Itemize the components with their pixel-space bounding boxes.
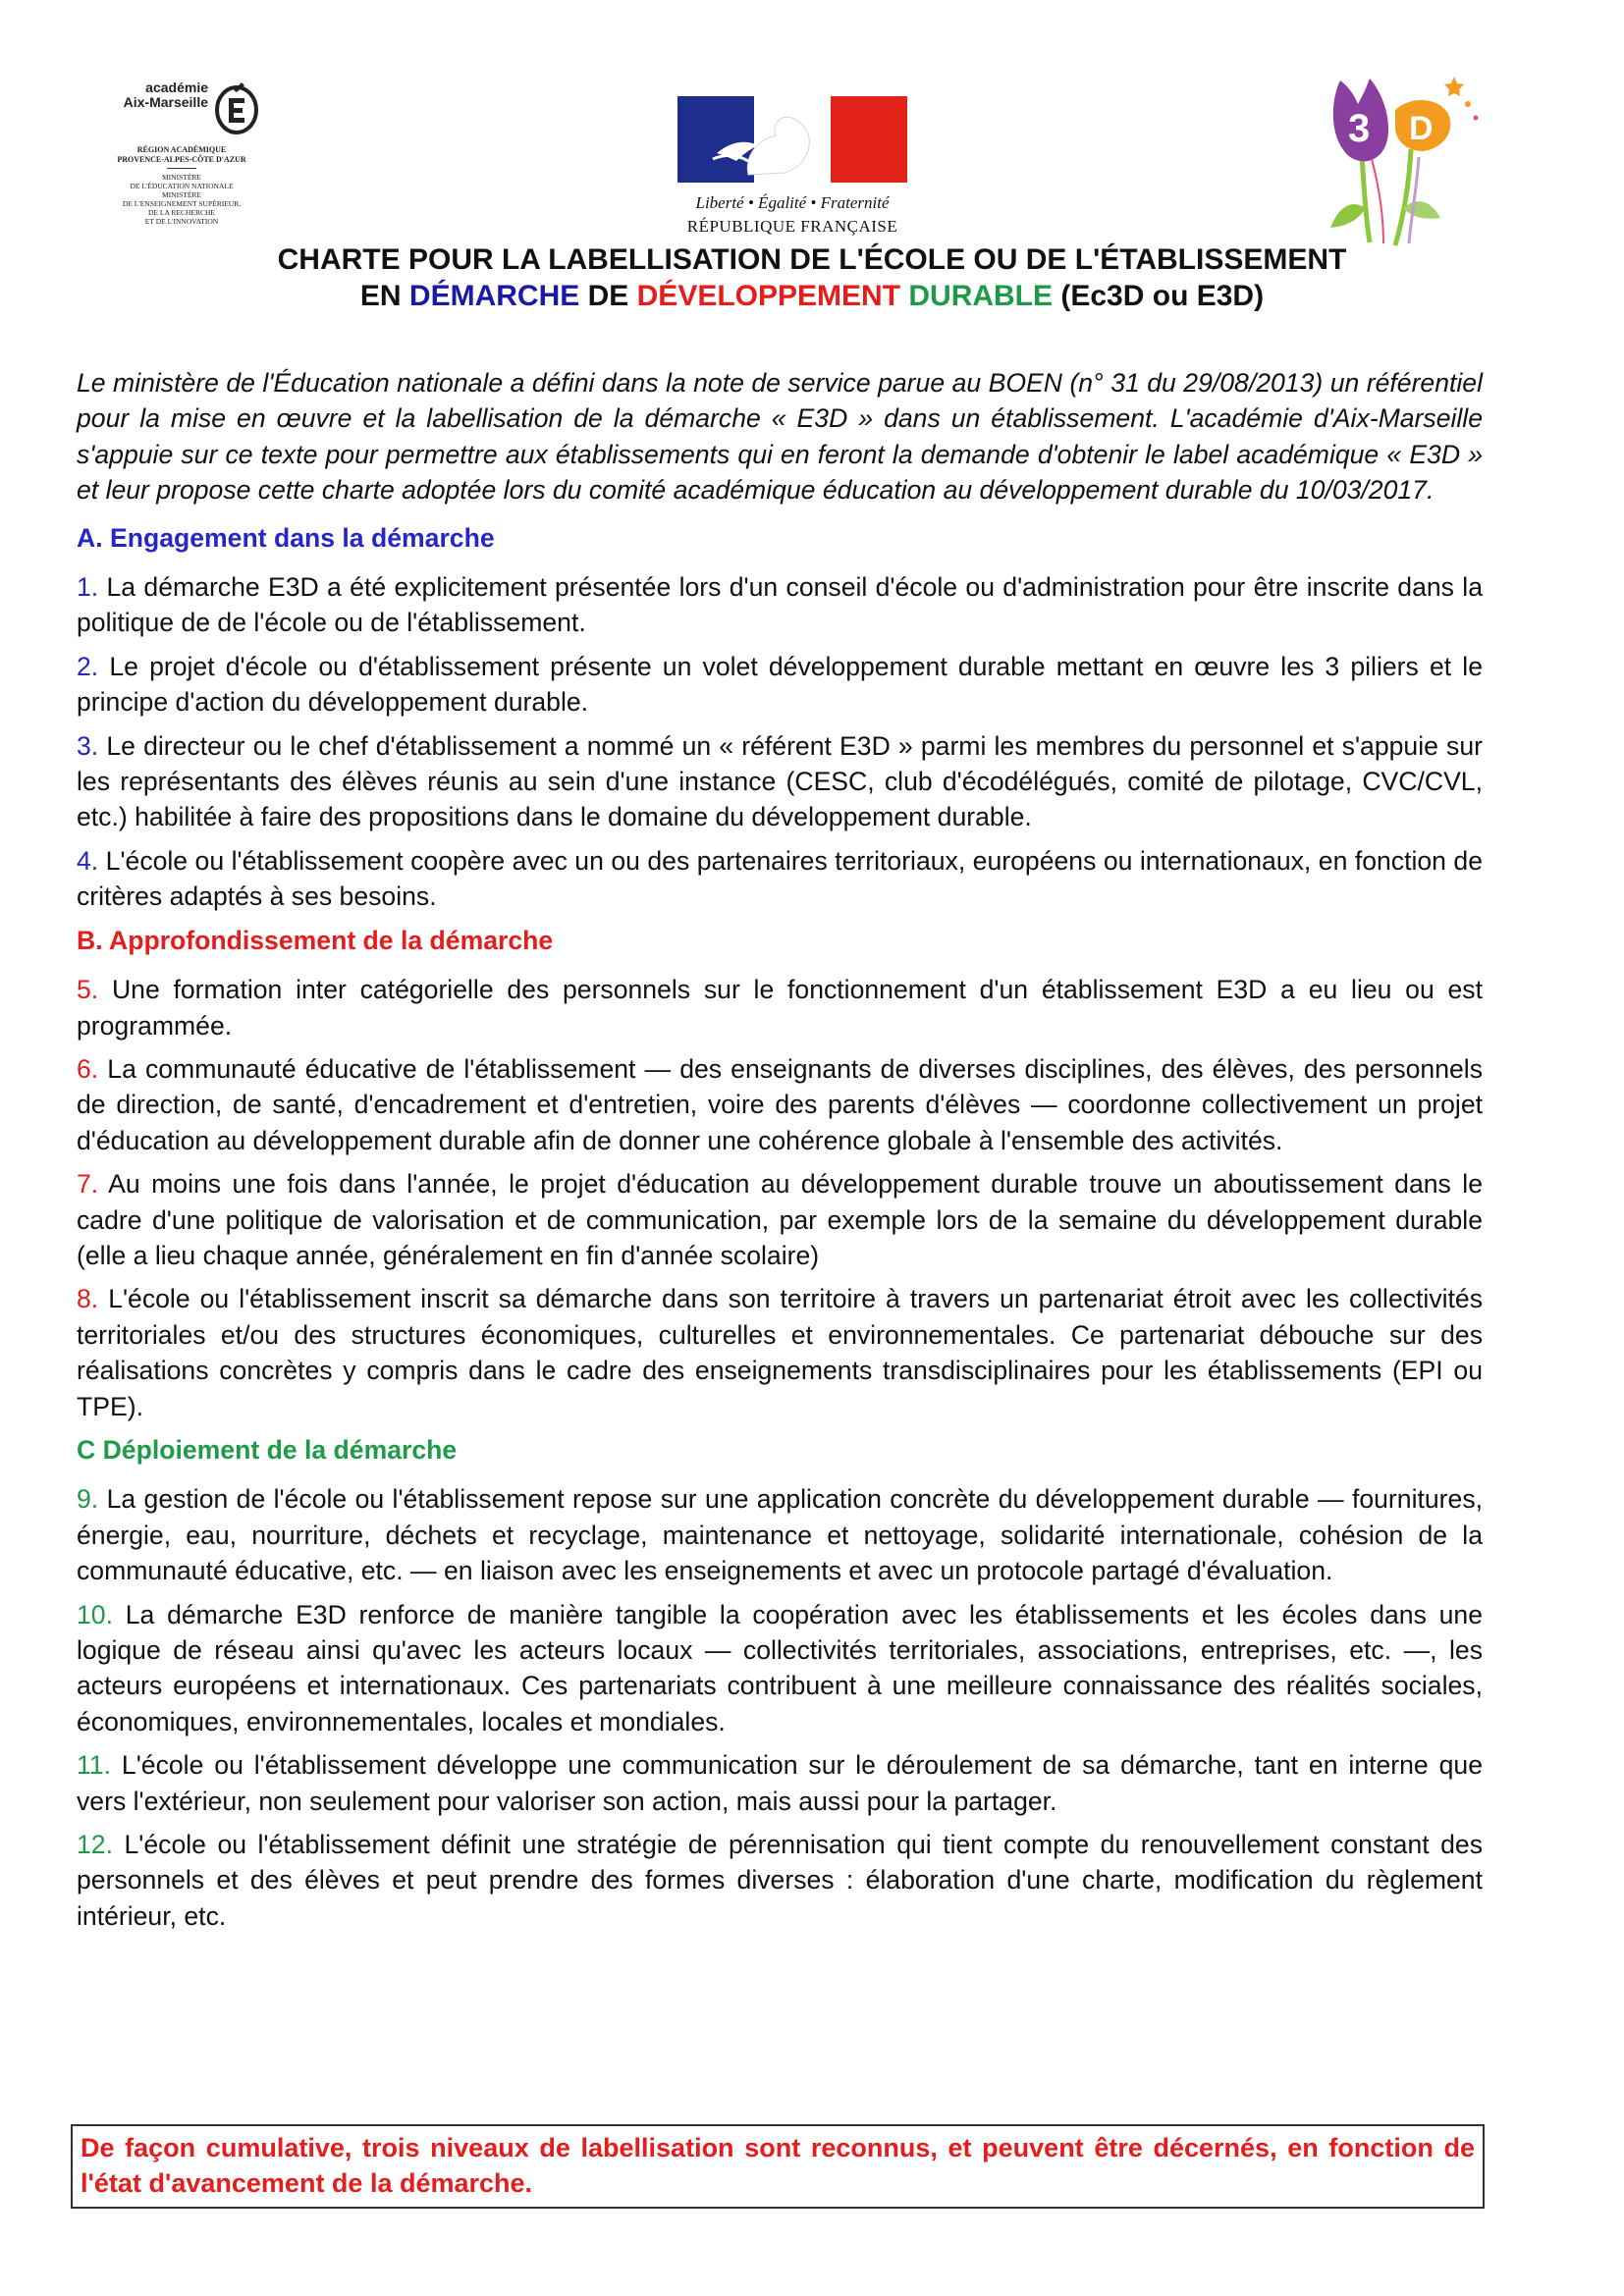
item-text: L'école ou l'établissement coopère avec un ou des partenaires territoriaux, européens ou internationaux, en fonction de critères adaptés à ses besoins. [77,845,1483,912]
republique-francaise-logo [677,96,907,237]
ministry-line-3: MINISTÈRE [162,190,201,199]
republic-name: RÉPUBLIQUE FRANÇAISE [686,217,898,236]
section-b-heading: B. Approfondissement de la démarche [77,925,554,955]
list-item [77,1481,1483,1588]
document-title [118,241,1506,314]
item-number: 2. [77,651,99,681]
list-item [77,728,1483,835]
logo-divider [167,168,196,169]
item-text: Une formation inter catégorielle des personnels sur le fonctionnement d'un établissement E3D a eu lieu ou est programmée. [77,975,1483,1041]
academie-logo [98,77,265,234]
title-line-2 [118,278,1506,314]
region-academique [98,145,265,165]
item-number: 6. [77,1053,99,1084]
ministry-line-5: DE LA RECHERCHE [148,208,215,217]
list-item [77,843,1483,915]
title-developpement: DÉVELOPPEMENT [636,280,901,312]
list-item [77,649,1483,721]
intro-paragraph: Le ministère de l'Éducation nationale a défini dans la note de service parue au BOEN (n° 31 du 29/08/2013) un référentiel pour la mise en œuvre et la labellisation de la démarche « E3D » dans un établissement. L'académie d'Aix-Marseille s'appuie sur ce texte pour permettre aux établissements qui en feront la demande d'obtenir le label académique « E3D » et leur propose cette charte adoptée lors du comité académique éducation au développement durable du 10/03/2017. [77,368,1483,506]
title-en: EN [359,280,402,312]
list-item [77,1827,1483,1934]
ministry-line-6: ET DE L'INNOVATION [144,217,219,226]
item-text: La gestion de l'école ou l'établissement repose sur une application concrète du développement durable — fournitures, énergie, eau, nourriture, déchets et recyclage, maintenance et nettoyage, solidarité internationale, cohésion de la communauté éducative, etc. — en liaison avec les enseignements et avec un protocole partagé d'évaluation. [77,1484,1484,1586]
region-line-2: PROVENCE-ALPES-CÔTE D'AZUR [117,155,246,164]
academie-e-icon [214,79,259,135]
academie-label: académie [145,80,208,95]
ministry-line-2: DE L'ÉDUCATION NATIONALE [130,182,234,190]
academie-city: Aix-Marseille [123,94,208,110]
svg-text:D: D [1409,110,1434,147]
document-body [77,365,1483,1942]
conclusion-text: De façon cumulative, trois niveaux de labellisation sont reconnus, et peuvent être décernés, en fonction de l'état d'avancement de la démarche. [81,2133,1475,2198]
item-number: 3. [77,730,99,761]
list-item [77,1051,1483,1158]
ministry-line-1: MINISTÈRE [162,173,201,182]
item-text: L'école ou l'établissement définit une stratégie de pérennisation qui tient compte du renouvellement constant des personnels et des élèves et peut prendre des formes diverses : élaboration d'une charte, modification du règlement intérieur, etc. [77,1830,1483,1931]
list-item [77,569,1483,641]
title-durable: DURABLE [908,280,1054,312]
item-number: 12. [77,1830,113,1860]
list-item [77,1747,1483,1819]
item-number: 8. [77,1284,99,1314]
item-number: 5. [77,975,99,1005]
title-suffix: (Ec3D ou E3D) [1060,280,1265,312]
item-text: La démarche E3D renforce de manière tangible la coopération avec les établissements et les écoles dans une logique de réseau ainsi qu'avec les acteurs locaux — collectivités territoriales, associations, entreprises, etc. —, les acteurs européens et internationaux. Ces partenariats contribuent à une meilleure connaissance des réalités sociales, économiques, environnementales, locales et mondiales. [77,1599,1483,1736]
item-text: Au moins une fois dans l'année, le projet d'éducation au développement durable trouve un aboutissement dans le cadre d'une politique de valorisation et de communication, par exemple lors de la semaine du développement durable (elle a lieu chaque année, généralement en fin d'année scolaire) [77,1169,1483,1270]
item-text: Le directeur ou le chef d'établissement a nommé un « référent E3D » parmi les membres du personnel et s'appuie sur les représentants des élèves réunis au sein d'une instance (CESC, club d'écodélégués, comité de pilotage, CVC/CVL, etc.) habilitée à faire des propositions dans le domaine du développement durable. [77,730,1483,832]
section-a-heading: A. Engagement dans la démarche [77,522,495,553]
item-number: 4. [77,845,99,876]
item-number: 7. [77,1169,99,1200]
list-item [77,972,1483,1043]
item-text: La communauté éducative de l'établissement — des enseignants de diverses disciplines, des élèves, des personnels de direction, de santé, d'encadrement et d'entretien, voire des parents d'élèves — coordonne collectivement un projet d'éducation au développement durable afin de donner une cohérence globale à l'ensemble des activités. [77,1053,1483,1155]
ministeres [98,173,265,226]
list-item [77,1166,1483,1273]
conclusion-box [71,2124,1485,2209]
republic-motto: Liberté • Égalité • Fraternité [695,193,890,212]
svg-text:3: 3 [1348,107,1371,150]
item-text: L'école ou l'établissement développe une communication sur le déroulement de sa démarche, tant en interne que vers l'extérieur, non seulement pour valoriser son action, mais aussi pour la partager. [77,1750,1483,1816]
item-number: 1. [77,572,99,603]
e3d-flower-logo [1301,61,1488,247]
academie-wordmark [120,80,208,110]
list-item [77,1281,1483,1424]
title-line-1: CHARTE POUR LA LABELLISATION DE L'ÉCOLE OU DE L'ÉTABLISSEMENT [277,243,1347,276]
marianne-flag-icon [677,96,907,183]
item-text: Le projet d'école ou d'établissement présente un volet développement durable mettant en œuvre les 3 piliers et le principe d'action du développement durable. [77,651,1483,718]
ministry-line-4: DE L'ENSEIGNEMENT SUPÉRIEUR, [122,199,242,208]
region-line-1: RÉGION ACADÉMIQUE [136,145,227,154]
item-number: 9. [77,1484,99,1515]
item-text: La démarche E3D a été explicitement présentée lors d'un conseil d'école ou d'administration pour être inscrite dans la politique de de l'école ou de l'établissement. [77,572,1483,638]
item-text: L'école ou l'établissement inscrit sa démarche dans son territoire à travers un partenariat étroit avec les collectivités territoriales et/ou des structures économiques, culturelles et environnementales. Ce partenariat débouche sur des réalisations concrètes y compris dans le cadre des enseignements transdisciplinaires pour les établissements (EPI ou TPE). [77,1284,1484,1421]
list-item [77,1597,1483,1740]
title-de: DE [587,280,629,312]
section-c-heading: C Déploiement de la démarche [77,1434,458,1465]
item-number: 11. [77,1750,111,1781]
title-demarche: DÉMARCHE [408,280,580,312]
item-number: 10. [77,1599,113,1629]
